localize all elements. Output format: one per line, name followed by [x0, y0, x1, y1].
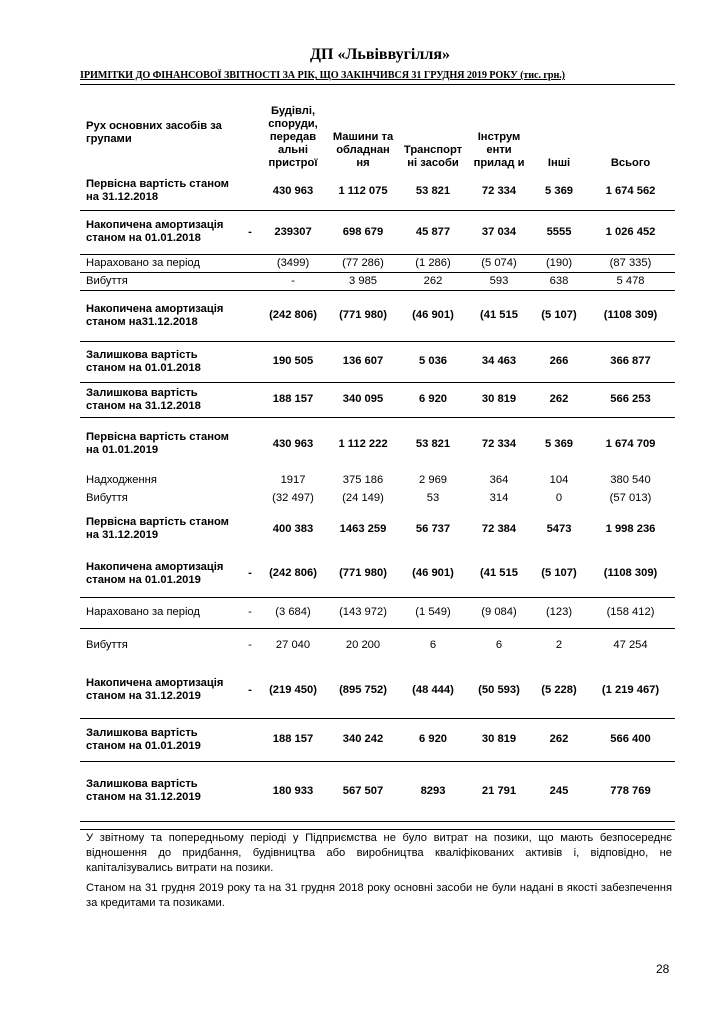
page-number: 28: [656, 962, 670, 976]
table-cell: (9 084): [466, 597, 532, 628]
row-dash: [240, 272, 260, 290]
row-dash: [240, 417, 260, 471]
row-dash: [240, 341, 260, 382]
row-label: Нараховано за період: [80, 254, 240, 272]
row-dash: [240, 718, 260, 761]
table-cell: 1 112 222: [338, 437, 388, 450]
table-cell: (895 752): [326, 663, 400, 718]
table-cell: (158 412): [586, 597, 675, 628]
table-cell: 190 505: [260, 341, 326, 382]
table-cell: 262: [532, 718, 586, 761]
table-cell: (5 107): [532, 551, 586, 597]
table-cell: (24 149): [342, 491, 384, 504]
row-label: Вибуття: [86, 491, 128, 504]
row-dash: -: [240, 210, 260, 254]
table-cell: (41 515: [466, 290, 532, 341]
table-cell: 400 383: [272, 522, 314, 535]
table-cell: 778 769: [586, 761, 675, 821]
row-label: Залишкова вартість станом на 01.01.2019: [80, 718, 240, 761]
row-label: Накопичена амортизація станом на31.12.2018: [80, 290, 240, 341]
table-cell: 6 920: [400, 718, 466, 761]
row-dash: -: [240, 663, 260, 718]
table-cell: 180 933: [260, 761, 326, 821]
table-cell: (46 901): [400, 290, 466, 341]
table-cell: 1 026 452: [586, 210, 675, 254]
table-cell: 340 242: [326, 718, 400, 761]
table-cell: 430 963: [272, 437, 314, 450]
table-header-row: [80, 95, 675, 173]
table-cell: 366 877: [586, 341, 675, 382]
table-cell: 239307: [260, 210, 326, 254]
table-cell: (32 497): [272, 491, 314, 504]
table-cell: 375 186: [342, 473, 384, 486]
table-row: [80, 761, 675, 821]
subtitle-rule: [80, 84, 675, 85]
column-header: Інструм енти прилад и: [473, 131, 525, 169]
table-cell: 5 478: [586, 272, 675, 290]
table-row: [80, 718, 675, 761]
table-cell: (1108 309): [586, 551, 675, 597]
table-cell: (46 901): [400, 551, 466, 597]
table-cell: 698 679: [326, 210, 400, 254]
document-title: ДП «Львіввугілля»: [310, 46, 450, 63]
table-cell: (771 980): [326, 551, 400, 597]
fixed-assets-table: [80, 95, 675, 822]
table-row: [80, 551, 675, 597]
column-header: Машини та обладнан ня: [332, 131, 394, 169]
table-row: [80, 507, 675, 551]
table-cell: 53 821: [400, 173, 466, 210]
table-cell: 45 877: [400, 210, 466, 254]
table-cell: 1 998 236: [605, 522, 656, 535]
table-cell: 5 036: [400, 341, 466, 382]
table-cell: 188 157: [260, 382, 326, 417]
table-cell: 262: [400, 272, 466, 290]
table-cell: 1463 259: [339, 522, 387, 535]
row-dash: [240, 507, 260, 551]
table-cell: 567 507: [326, 761, 400, 821]
table-cell: 34 463: [466, 341, 532, 382]
table-cell: 340 095: [326, 382, 400, 417]
table-cell: 8293: [400, 761, 466, 821]
table-cell: 72 384: [481, 522, 517, 535]
row-label: Вибуття: [80, 272, 240, 290]
table-cell: (242 806): [260, 551, 326, 597]
document-subtitle: ІРИМІТКИ ДО ФІНАНСОВОЇ ЗВІТНОСТІ ЗА РІК, ЩО ЗАКІНЧИВСЯ 31 ГРУДНЯ 2019 РОКУ (тис. грн.): [80, 70, 565, 81]
table-cell: 72 334: [466, 173, 532, 210]
notes-rule: [80, 829, 675, 830]
table-cell: 262: [532, 382, 586, 417]
table-row: [80, 597, 675, 628]
table-cell: 430 963: [260, 173, 326, 210]
table-row: [80, 254, 675, 272]
table-cell: 638: [532, 272, 586, 290]
table-cell: 245: [532, 761, 586, 821]
table-row: [80, 173, 675, 210]
table-cell: 21 791: [466, 761, 532, 821]
table-cell: (1108 309): [586, 290, 675, 341]
table-cell: (1 286): [400, 254, 466, 272]
column-header: Всього: [610, 157, 651, 169]
row-label: Залишкова вартість станом на 31.12.2019: [80, 761, 240, 821]
table-cell: (3 684): [260, 597, 326, 628]
row-dash: -: [240, 597, 260, 628]
table-cell: 27 040: [275, 639, 311, 652]
table-row: [80, 489, 675, 507]
row-dash: [240, 489, 260, 507]
table-cell: 314: [489, 491, 509, 504]
table-cell: 6: [429, 639, 437, 652]
table-cell: (5 074): [466, 254, 532, 272]
table-cell: (48 444): [400, 663, 466, 718]
table-row: [80, 417, 675, 471]
row-label: Нараховано за період: [80, 597, 240, 628]
row-label: Накопичена амортизація станом на 01.01.2018: [80, 210, 240, 254]
table-cell: (87 335): [586, 254, 675, 272]
table-cell: (771 980): [326, 290, 400, 341]
note-paragraph: У звітному та попередньому періоді у Підприємства не було витрат на позики, що мають безпосереднє відношення до придбання, будівництва або виробництва кваліфікованих активів і, відповідно, не капіталізувались витрати на позики.: [86, 832, 672, 874]
table-cell: 53: [426, 491, 440, 504]
table-cell: 53 821: [415, 437, 451, 450]
table-row: [80, 382, 675, 417]
row-label: Первісна вартість станом на 01.01.2019: [86, 431, 229, 457]
table-cell: 380 540: [610, 473, 651, 486]
table-cell: 6: [495, 639, 503, 652]
column-header: Інші: [547, 157, 571, 169]
table-cell: (50 593): [466, 663, 532, 718]
table-row: [80, 272, 675, 290]
table-cell: 364: [489, 473, 509, 486]
row-label: Залишкова вартість станом на 31.12.2018: [80, 382, 240, 417]
table-cell: 30 819: [466, 718, 532, 761]
table-cell: 1 674 709: [605, 437, 656, 450]
row-label: Залишкова вартість станом на 01.01.2018: [80, 341, 240, 382]
table-cell: 593: [466, 272, 532, 290]
table-cell: 5555: [532, 210, 586, 254]
row-label: Первісна вартість станом на 31.12.2018: [80, 173, 240, 210]
table-cell: 5 369: [532, 173, 586, 210]
table-cell: 5473: [546, 522, 572, 535]
table-cell: -: [260, 272, 326, 290]
table-cell: 37 034: [466, 210, 532, 254]
table-cell: (77 286): [326, 254, 400, 272]
table-cell: 0: [555, 491, 563, 504]
row-dash: [240, 382, 260, 417]
row-dash: [240, 173, 260, 210]
table-cell: (57 013): [609, 491, 652, 504]
table-cell: (242 806): [260, 290, 326, 341]
row-label: Накопичена амортизація станом на 01.01.2019: [80, 551, 240, 597]
table-cell: (5 228): [532, 663, 586, 718]
column-header: Транспорт ні засоби: [403, 144, 463, 169]
table-cell: (1 219 467): [586, 663, 675, 718]
column-header: Будівлі, споруди, передав альні пристрої: [268, 105, 318, 169]
table-cell: 47 254: [613, 639, 648, 652]
note-paragraph: Станом на 31 грудня 2019 року та на 31 грудня 2018 року основні засоби не були надані в якості забезпечення за кредитами та позиками.: [86, 882, 672, 909]
row-dash: [240, 471, 260, 489]
table-row: [80, 290, 675, 341]
table-cell: 1917: [280, 473, 306, 486]
table-cell: (143 972): [326, 597, 400, 628]
table-cell: 72 334: [481, 437, 517, 450]
table-cell: 2 969: [419, 473, 448, 486]
row-label: Первісна вартість станом на 31.12.2019: [86, 516, 229, 541]
table-cell: 136 607: [326, 341, 400, 382]
table-cell: 1 674 562: [586, 173, 675, 210]
row-dash: [240, 254, 260, 272]
table-cell: 6 920: [400, 382, 466, 417]
table-cell: 20 200: [345, 639, 381, 652]
table-row: [80, 471, 675, 489]
row-dash: [240, 761, 260, 821]
row-label: Вибуття: [86, 639, 128, 652]
row-label: Накопичена амортизація станом на 31.12.2019: [80, 663, 240, 718]
table-cell: 30 819: [466, 382, 532, 417]
table-row: [80, 341, 675, 382]
table-cell: 5 369: [545, 437, 574, 450]
row-label: Надходження: [86, 473, 157, 486]
table-cell: 2: [555, 639, 563, 652]
row-dash: -: [240, 551, 260, 597]
column-header: Рух основних засобів за групами: [86, 119, 222, 145]
table-cell: 56 737: [415, 522, 451, 535]
table-cell: (190): [532, 254, 586, 272]
table-cell: 566 400: [586, 718, 675, 761]
row-dash: -: [248, 639, 252, 652]
row-dash: [240, 290, 260, 341]
table-cell: (3499): [260, 254, 326, 272]
table-row: [80, 663, 675, 718]
table-cell: 104: [549, 473, 569, 486]
table-cell: (219 450): [260, 663, 326, 718]
table-cell: 1 112 075: [326, 173, 400, 210]
table-cell: (123): [532, 597, 586, 628]
table-cell: (41 515: [466, 551, 532, 597]
table-cell: 188 157: [260, 718, 326, 761]
table-cell: 266: [532, 341, 586, 382]
table-row: [80, 628, 675, 663]
table-cell: (1 549): [400, 597, 466, 628]
table-cell: 566 253: [586, 382, 675, 417]
table-cell: 3 985: [326, 272, 400, 290]
table-row: [80, 210, 675, 254]
table-cell: (5 107): [532, 290, 586, 341]
